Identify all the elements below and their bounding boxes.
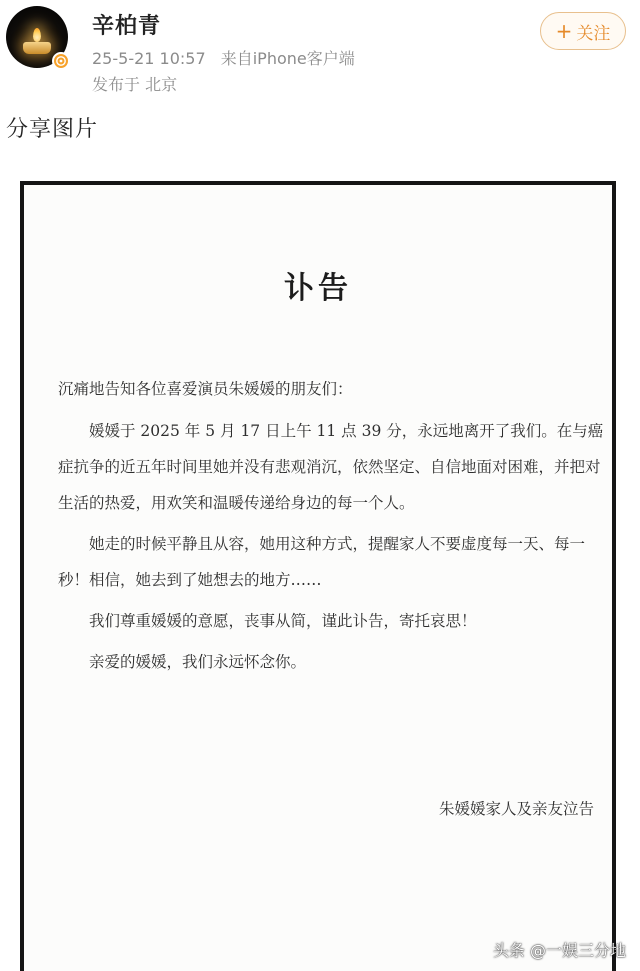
author-avatar[interactable] xyxy=(6,6,70,70)
notice-paragraph: 亲爱的媛媛，我们永远怀念你。 xyxy=(89,653,307,671)
verified-badge-icon xyxy=(52,52,70,70)
shared-image-notice[interactable] xyxy=(20,181,616,971)
post-source: 来自iPhone客户端 xyxy=(220,49,355,68)
post-text: 分享图片 xyxy=(6,117,99,142)
source-watermark: 头条 @一娱三分地 xyxy=(492,941,626,960)
follow-button[interactable] xyxy=(540,12,626,50)
post-meta xyxy=(92,46,355,69)
candle-flame xyxy=(33,28,41,42)
notice-paragraph: 媛媛于 2025 年 5 月 17 日上午 11 点 39 分，永远地离开了我们。在与癌症抗争的近五年时间里她并没有悲观消沉，依然坚定、自信地面对困难，并把对生活的热爱，用欢笑和温暖传递给身边的每一个人。 xyxy=(58,422,604,512)
author-name[interactable]: 辛柏青 xyxy=(92,14,162,39)
follow-label: 关注 xyxy=(576,23,611,44)
notice-signature: 朱媛媛家人及亲友泣告 xyxy=(438,800,594,818)
plus-icon: + xyxy=(555,19,573,43)
notice-title: 讣告 xyxy=(284,271,352,306)
notice-body xyxy=(58,371,606,685)
post-header xyxy=(0,0,640,100)
candle-body xyxy=(23,42,51,54)
post-timestamp: 25-5-21 10:57 xyxy=(92,49,206,68)
notice-paragraph: 她走的时候平静且从容，她用这种方式，提醒家人不要虚度每一天、每一秒！相信，她去到了她想去的地方…… xyxy=(58,535,586,589)
notice-salutation: 沉痛地告知各位喜爱演员朱媛媛的朋友们： xyxy=(58,380,353,398)
notice-paragraph: 我们尊重媛媛的意愿，丧事从简，谨此讣告，寄托哀思！ xyxy=(89,612,477,630)
post-location: 发布于 北京 xyxy=(92,75,178,94)
